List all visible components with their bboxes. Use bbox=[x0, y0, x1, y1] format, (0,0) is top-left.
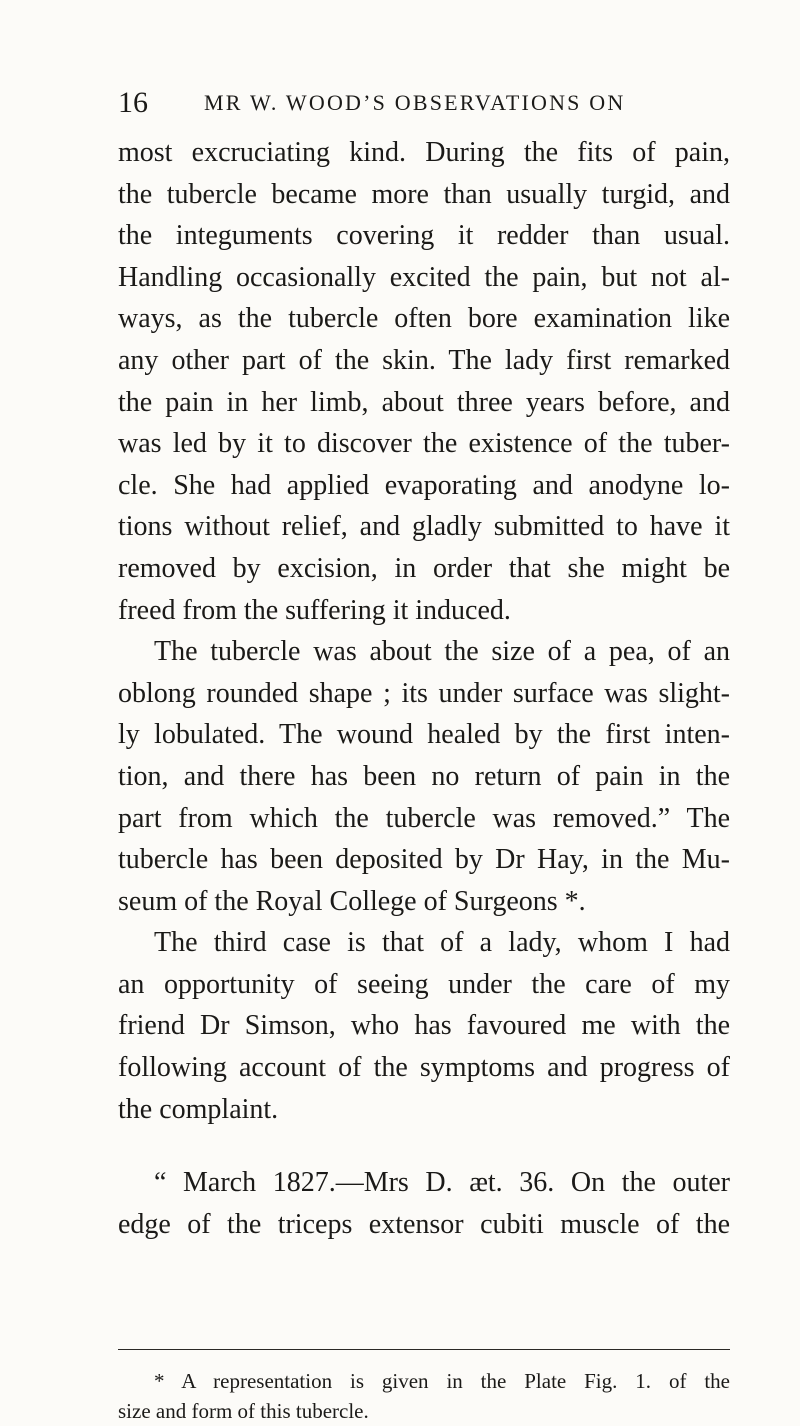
text-line: any other part of the skin. The lady first remarked bbox=[118, 344, 730, 376]
text-line: most excruciating kind. During the fits of pain, bbox=[118, 137, 730, 168]
page-number: 16 bbox=[118, 86, 148, 119]
text-line: friend Dr Simson, who has favoured me with the bbox=[118, 1010, 730, 1042]
paragraph-gap bbox=[118, 1130, 730, 1162]
text-line: tubercle has been deposited by Dr Hay, in the Mu- bbox=[118, 844, 730, 876]
text-line: the pain in her limb, about three years before, and bbox=[118, 386, 730, 418]
text-line: freed from the suffering it induced. bbox=[118, 594, 511, 626]
body-text bbox=[118, 132, 730, 1245]
footnote-line: * A representation is given in the Plate Fig. 1. of the bbox=[154, 1369, 730, 1393]
text-line: was led by it to discover the existence of the tuber- bbox=[118, 428, 730, 460]
text-line: the complaint. bbox=[118, 1093, 279, 1125]
text-line: ly lobulated. The wound healed by the first inten- bbox=[118, 719, 730, 751]
text-line: following account of the symptoms and progress of bbox=[118, 1052, 730, 1084]
quote-start-line: “ March 1827.—Mrs D. æt. 36. On the outer bbox=[154, 1167, 730, 1199]
paragraph-start-line: The tubercle was about the size of a pea, of an bbox=[154, 636, 730, 668]
text-line: the integuments covering it redder than usual. bbox=[118, 220, 730, 252]
text-line: the tubercle became more than usually turgid, and bbox=[118, 178, 730, 210]
footnote-line: size and form of this tubercle. bbox=[118, 1399, 369, 1423]
text-line: oblong rounded shape ; its under surface was slight- bbox=[118, 677, 730, 709]
text-line: seum of the Royal College of Surgeons *. bbox=[118, 885, 586, 917]
footnote bbox=[118, 1366, 730, 1426]
text-line: an opportunity of seeing under the care of my bbox=[118, 968, 730, 1000]
text-line: tion, and there has been no return of pain in the bbox=[118, 760, 730, 792]
paragraph-start-line: The third case is that of a lady, whom I had bbox=[154, 927, 730, 959]
text-line: removed by excision, in order that she might be bbox=[118, 552, 730, 584]
text-line: ways, as the tubercle often bore examination like bbox=[118, 303, 730, 335]
text-line: cle. She had applied evaporating and anodyne lo- bbox=[118, 469, 730, 501]
running-title: MR W. WOOD’S OBSERVATIONS ON bbox=[204, 90, 626, 115]
text-line: part from which the tubercle was removed.” The bbox=[118, 802, 730, 834]
text-line: tions without relief, and gladly submitted to have it bbox=[118, 511, 730, 543]
footnote-rule bbox=[118, 1349, 730, 1350]
text-line: Handling occasionally excited the pain, but not al- bbox=[118, 261, 730, 293]
text-line: edge of the triceps extensor cubiti muscle of the bbox=[118, 1208, 730, 1240]
